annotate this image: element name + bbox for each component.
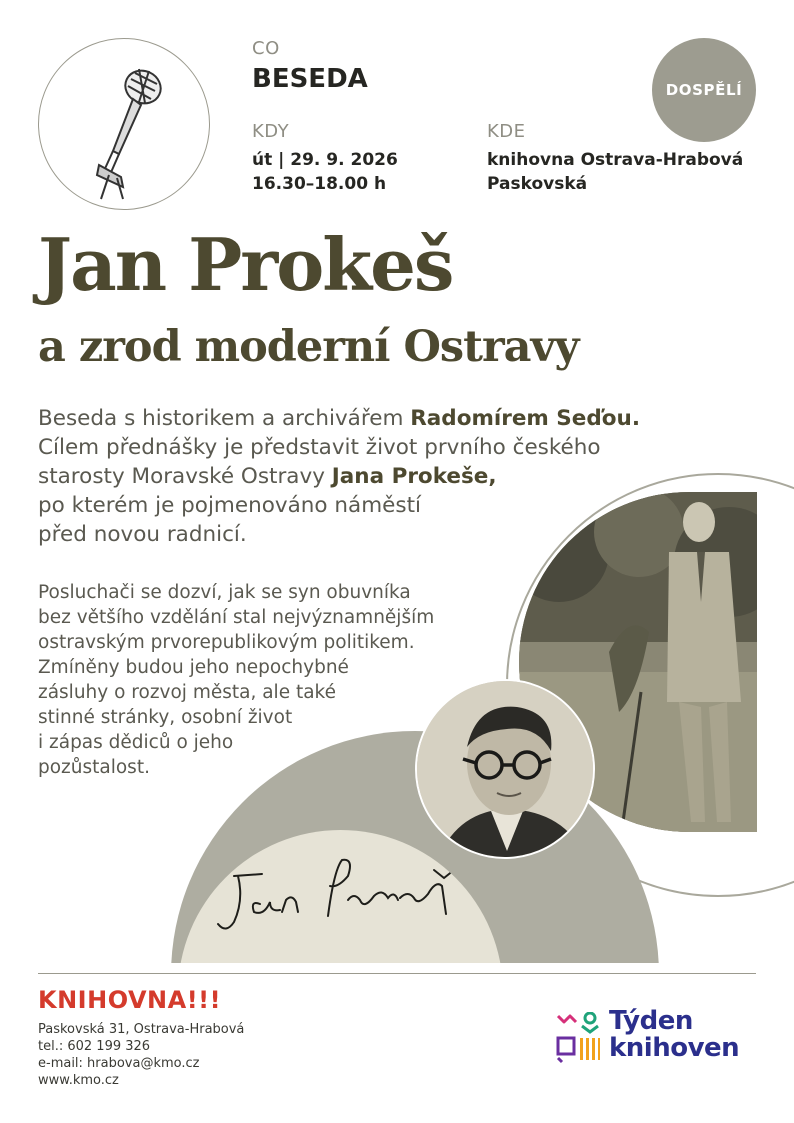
- audience-badge: [652, 38, 756, 142]
- lead-line: po kterém je pojmenováno náměstí: [38, 493, 421, 518]
- footer-divider: [38, 973, 756, 974]
- event-type: BESEDA: [252, 64, 368, 94]
- lead-line: Cílem přednášky je představit život prvního českého: [38, 435, 601, 460]
- audience-label: DOSPĚLÍ: [665, 81, 743, 99]
- contact-website[interactable]: www.kmo.cz: [38, 1073, 119, 1088]
- page-title: Jan Prokeš: [38, 222, 453, 307]
- co-label: CO: [252, 38, 280, 59]
- contact-email[interactable]: e-mail: hrabova@kmo.cz: [38, 1056, 200, 1071]
- event-time: 16.30–18.00 h: [252, 174, 387, 194]
- description-line: ostravským prvorepublikovým politikem.: [38, 632, 415, 653]
- kdy-label: KDY: [252, 121, 290, 142]
- contact-phone: tel.: 602 199 326: [38, 1039, 151, 1054]
- speaker-name: Radomírem Seďou.: [410, 406, 641, 431]
- description-line: stinné stránky, osobní život: [38, 707, 293, 728]
- lead-line: Beseda s historikem a archivářem Radomírem Seďou.: [38, 406, 641, 431]
- library-brand: KNIHOVNA!!!: [38, 986, 222, 1014]
- tyden-knihoven-wordmark: Týden knihoven: [609, 1006, 740, 1063]
- lead-line: starosty Moravské Ostravy Jana Prokeše,: [38, 464, 497, 489]
- lead-line: před novou radnicí.: [38, 522, 247, 547]
- subject-name: Jana Prokeše,: [331, 464, 497, 489]
- venue: knihovna Ostrava-Hrabová: [487, 150, 744, 170]
- description-line: zásluhy o rozvoj města, ale také: [38, 682, 336, 703]
- event-location: [487, 148, 743, 196]
- description-line: Zmíněny budou jeho nepochybné: [38, 657, 349, 678]
- description-line: pozůstalost.: [38, 757, 150, 778]
- event-date: út | 29. 9. 2026: [252, 150, 398, 170]
- page-subtitle: a zrod moderní Ostravy: [38, 322, 579, 372]
- description-line: bez většího vzdělání stal nejvýznamnějším: [38, 607, 435, 628]
- tyden-knihoven-logo: [556, 1012, 600, 1064]
- contact-block: [38, 1021, 244, 1089]
- street: Paskovská: [487, 174, 588, 194]
- description-paragraph: [38, 580, 518, 780]
- event-datetime: [252, 148, 398, 196]
- kde-label: KDE: [487, 121, 526, 142]
- contact-address: Paskovská 31, Ostrava-Hrabová: [38, 1022, 245, 1037]
- description-line: Posluchači se dozví, jak se syn obuvníka: [38, 582, 411, 603]
- microphone-illustration: [38, 38, 210, 210]
- microphone-icon: [39, 39, 211, 211]
- description-line: i zápas dědiců o jeho: [38, 732, 234, 753]
